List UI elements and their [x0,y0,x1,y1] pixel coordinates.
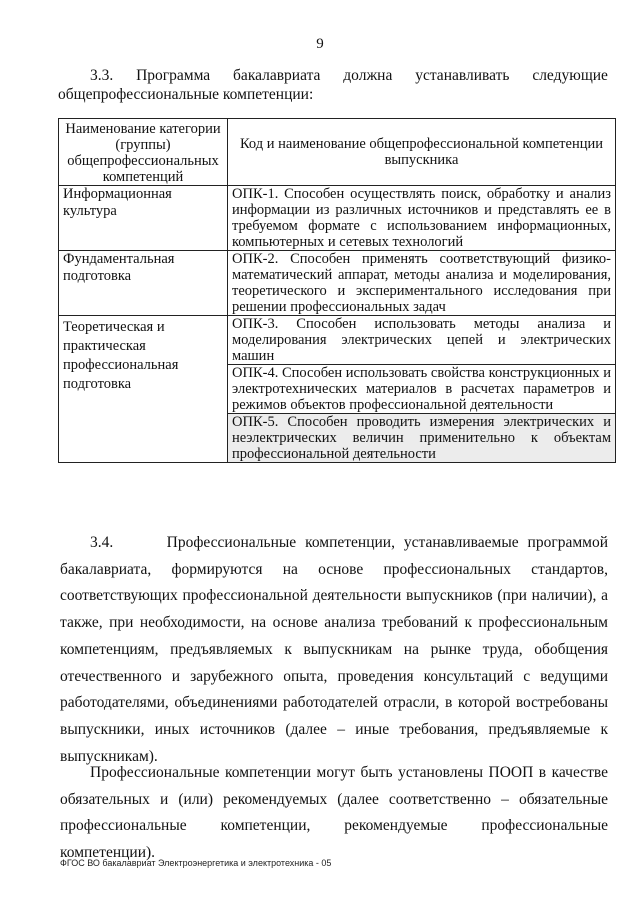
competency-cell: ОПК-4. Способен использовать свойства конструкционных и электротехнических материалов в расчетах параметров и режимов объектов профессиональной деятельности [228,365,616,414]
competencies-table [58,118,616,463]
closing-paragraph-text: Профессиональные компетенции могут быть установлены ПООП в качестве обязательных и (или) рекомендуемых (далее соответственно – обязательные профессиональные компетенции, рекомендуемые профессиональные компетенции). [60,764,608,862]
competency-cell: ОПК-5. Способен проводить измерения электрических и неэлектрических величин применительно к объектам профессиональной деятельности [228,414,616,463]
section-3-4-paragraph [60,530,608,770]
intro-word: бакалавриата [233,67,321,84]
intro-word: должна [343,67,393,84]
table-row [59,186,616,251]
competency-cell: ОПК-1. Способен осуществлять поиск, обработку и анализ информации из различных источников и представлять ее в требуемом формате с использованием информационных, компьютерных и сетевых технологий [228,186,616,251]
intro-word: следующие [532,67,608,84]
competency-cell: ОПК-3. Способен использовать методы анализа и моделирования электрических цепей и электрических машин [228,316,616,365]
header-competency: Код и наименование общепрофессиональной компетенции выпускника [228,119,616,186]
section-3-3-intro [58,66,608,104]
page-number: 9 [316,36,324,52]
intro-word: Программа [136,67,211,84]
header-category: Наименование категории (группы) общепрофессиональных компетенций [59,119,228,186]
category-cell: Информационная культура [59,186,228,251]
category-cell: Теоретическая и практическая профессиональная подготовка [59,316,228,463]
section-number: 3.3. [90,67,114,84]
competency-cell: ОПК-2. Способен применять соответствующий физико-математический аппарат, методы анализа и моделирования, теоретического и экспериментального исследования при решении профессиональных задач [228,251,616,316]
section-number: 3.4. [90,534,114,551]
category-cell: Фундаментальная подготовка [59,251,228,316]
intro-word: устанавливать [415,67,510,84]
closing-paragraph [60,760,608,867]
section-3-4-text: Профессиональные компетенции, устанавливаемые программой бакалавриата, формируются на основе профессиональных стандартов, соответствующих профессиональной деятельности выпускников (при наличии), а также, при необходимости, на основе анализа требований к профессиональным компетенциям, предъявляемых к выпускникам на рынке труда, обобщения отечественного и зарубежного опыта, проведения консультаций с ведущими работодателями, объединениями работодателей отрасли, в которой востребованы выпускники, иных источников (далее – иные требования, предъявляемые к выпускникам). [60,534,608,765]
intro-line-1 [90,66,608,85]
intro-line-2: общепрофессиональные компетенции: [58,86,314,103]
table-row [59,316,616,365]
page-footer: ФГОС ВО бакалавриат Электроэнергетика и электротехника - 05 [60,858,332,868]
table-row [59,251,616,316]
table-header-row [59,119,616,186]
